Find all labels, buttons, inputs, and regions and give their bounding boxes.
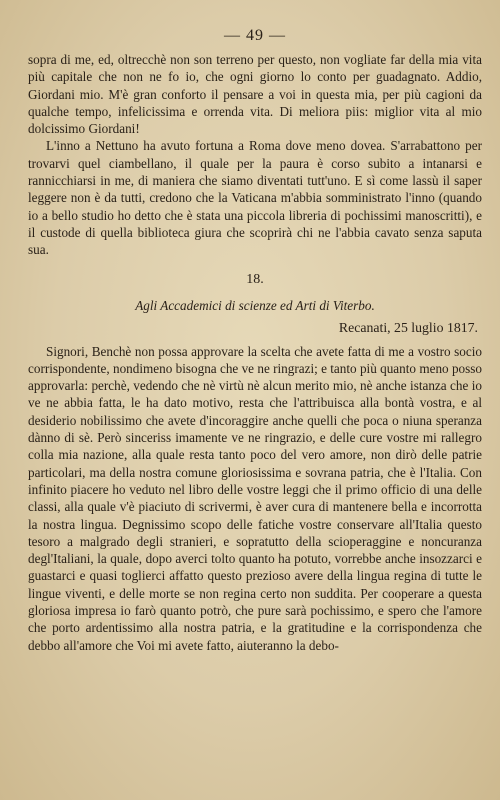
page-number: — 49 — [224,27,286,44]
paragraph-continuation: sopra di me, ed, oltrecchè non son terreno per questo, non vogliate far della mia vita più capitale che non ne fo io, che ogni giorno lo conto per guadagnato. Addio, Giordani mio. M'è gran conforto il pensare a voi in questa mia, per più cagioni da qualche tempo, infelicissima e orrenda vita. Di meliora piis: miglior vita al mio dolcissimo Giordani! [28,52,482,137]
letter-addressee: Agli Accademici di scienze ed Arti di Viterbo. [135,297,375,313]
paragraph-inno-nettuno: L'inno a Nettuno ha avuto fortuna a Roma dove meno dovea. S'arrabattono per trovarvi quel ciambellano, il quale per la paura è corso subito a intanarsi e rannicchiarsi in me, di maniera che siamo diventati tutt'uno. E sì come lassù il saper leggere non è da tutti, credono che la Vaticana m'abbia somministrato l'inno (quando io a bello studio ho detto che è stata una piccola libreria di pochissimi manoscritti), e il custode di quella biblioteca giura che scoprirà chi ne l'abbia cavato senza saputa sua. [28,138,482,258]
letter-number: 18. [246,271,264,287]
letter-dateline: Recanati, 25 luglio 1817. [338,319,478,335]
letter-body: Signori, Benchè non possa approvare la scelta che avete fatta di me a vostro socio corrispondente, nondimeno bisogna che ve ne ringrazi; e tanto più quanto meno posso approvarla: perchè, vedendo che nè virtù nè alcun merito mio, nè anche istanza che io ve ne abbia fatta, le ha dato motivo, resta che l'attribuisca alla bontà vostra, e al desiderio nobilissimo che avete d'incoraggire anche quelli che poca o niuna speranza dànno di sè. Però sinceriss imamente ve ne ringrazio, e delle cure vostre mi rallegro colla mia nazione, alla quale resta tanto poco del vero amore, non dirò delle patrie particolari, ma della nostra comune gloriosissima e sovrana patria, che è l'Italia. Con infinito piacere ho veduto nel libro delle vostre leggi che il primo officio di una delle classi, alla quale v'è piaciuto di scrivermi, è aver cura di mantenere bella e incorrotta la nostra lingua. Degnissimo scopo delle fatiche vostre conservare all'Italia questo tesoro a malgrado degli stranieri, e sopratutto della scioperaggine e noncuranza degl'Italiani, la quale, dopo averci tolto quanto ha potuto, vorrebbe anche insozzarci e guastarci e quasi toglierci affatto questo prezioso avere della lingua regina di tutte le lingue viventi, e delle morte se non regina certo non suddita. Per cooperare a questa gloriosa impresa io farò quanto potrò, che pure sarà pochissimo, e spero che l'amore che porto ardentissimo alla nostra patria, e la gratitudine e la corrispondenza che debbo all'amore che Voi mi avete fatto, aiuteranno la debo- [28,343,482,653]
